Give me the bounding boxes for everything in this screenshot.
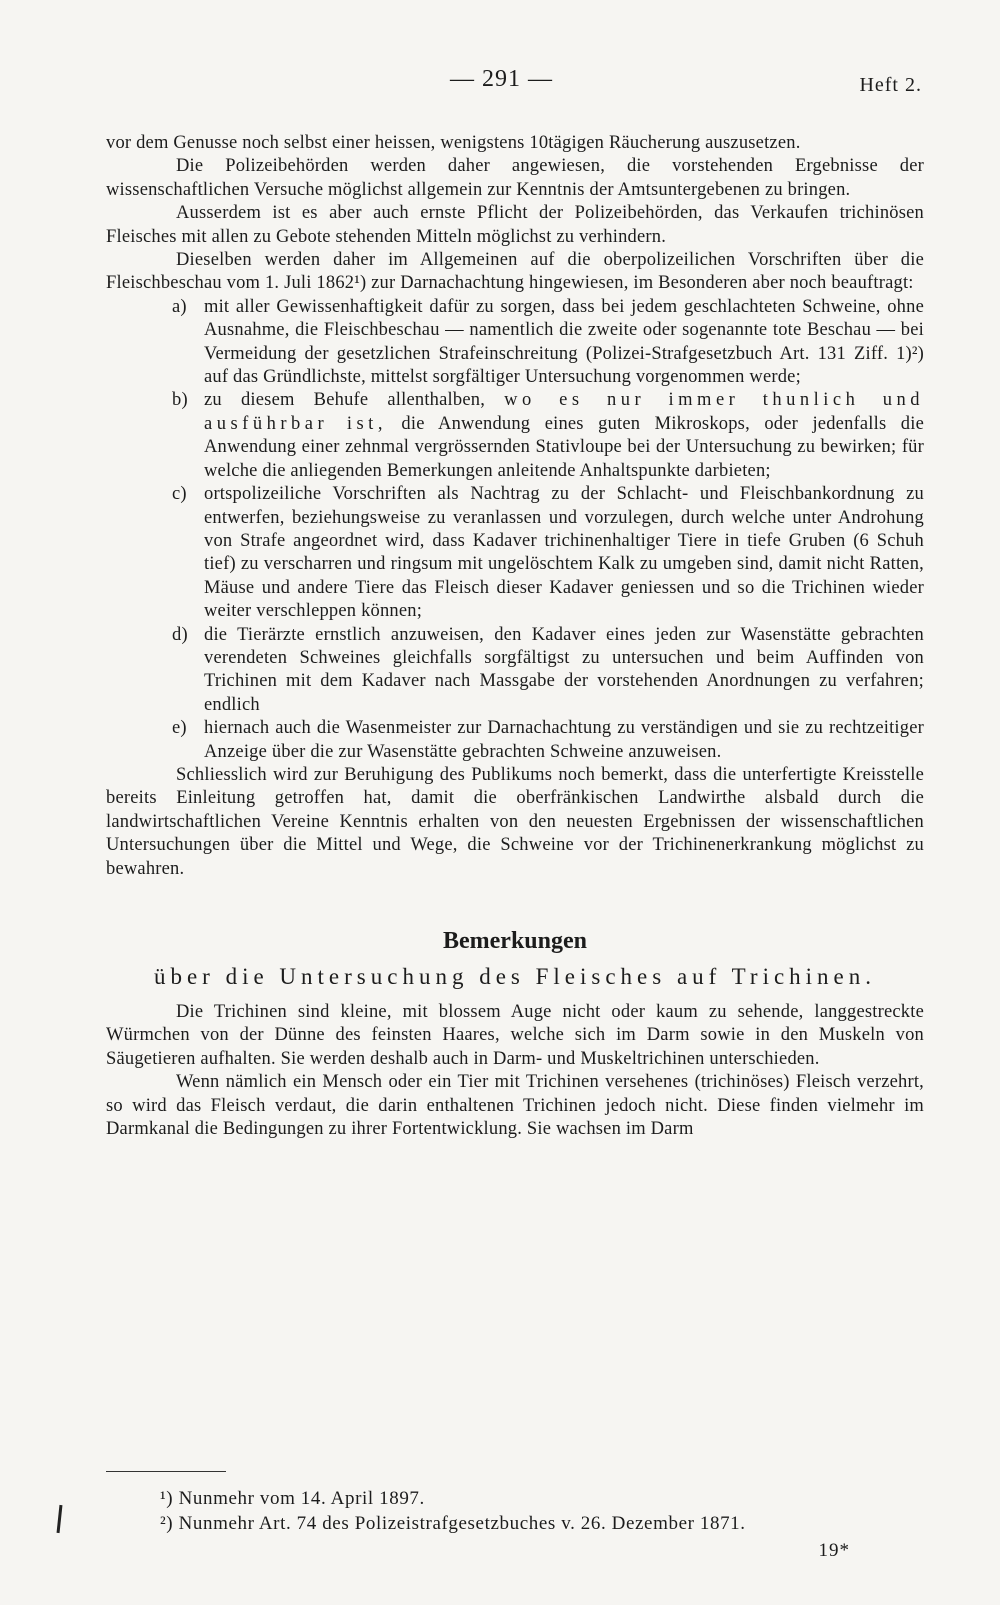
list-item-text: zu diesem Behufe allenthalben, bbox=[204, 390, 486, 411]
paragraph: Ausserdem ist es aber auch ernste Pflicht der Polizeibehörden, das Verkaufen trichinösen Fleisches mit allen zu Gebote stehenden Mitteln möglichst zu verhindern. bbox=[106, 203, 924, 247]
list-item bbox=[106, 717, 924, 764]
list-item-text: mit aller Gewissenhaftigkeit dafür zu sorgen, dass bei jedem geschlachteten Schweine, ohne Ausnahme, die Fleischbeschau — namentlich die zweite oder sogenannte tote Beschau — bei Vermeidung der gesetzlichen Strafeinschreitung (Polizei-Strafgesetzbuch Art. 131 Ziff. 1)²) auf das Gründlichste, mittelst sorgfältiger Untersuchung vorgenommen werde; bbox=[204, 296, 924, 388]
closing-paragraph: Schliesslich wird zur Beruhigung des Publikums noch bemerkt, dass die unterfertigte Kreisstelle bereits Einleitung getroffen hat, damit die oberfränkischen Landwirthe alsbald durch die landwirtschaftlichen Vereine Kenntnis erhalten von den neuesten Ergebnissen der wissenschaftlichen Untersuchungen über die Mittel und Wege, die Schweine vor der Trichinenerkrankung möglichst zu bewahren. bbox=[106, 764, 924, 879]
list-marker: e) bbox=[172, 718, 187, 739]
paragraph: Die Polizeibehörden werden daher angewiesen, die vorstehenden Ergebnisse der wissenschaftlichen Versuche möglichst allgemein zur Kenntnis der Amtsuntergebenen zu bringen. bbox=[106, 156, 924, 200]
list-marker: b) bbox=[172, 390, 188, 411]
page-header bbox=[0, 66, 1000, 96]
paragraph: Dieselben werden daher im Allgemeinen auf die oberpolizeilichen Vorschriften über die Fleischbeschau vom 1. Juli 1862¹) zur Darnachachtung hingewiesen, im Besonderen aber noch beauftragt: bbox=[106, 250, 924, 294]
list-item bbox=[106, 389, 924, 483]
footnote: ¹) Nunmehr vom 14. April 1897. bbox=[160, 1488, 425, 1509]
list-item-text: ortspolizeiliche Vorschriften als Nachtrag zu der Schlacht- und Fleischbankordnung zu entwerfen, beziehungsweise zu veranlassen und vorzulegen, durch welche unter Androhung von Strafe angeordnet wird, dass Kadaver trichinenhaltiger Tiere in tiefe Gruben (6 Schuh tief) zu verscharren und ringsum mit ungelöschtem Kalk zu umgeben sind, damit nicht Ratten, Mäuse und andere Tiere das Fleisch dieser Kadaver geniessen und so die Trichinen wieder weiter verschleppen können; bbox=[204, 484, 924, 622]
section-subtitle: über die Untersuchung des Fleisches auf Trichinen. bbox=[153, 964, 877, 989]
list-item-text: die Anwendung eines guten Mikroskops, oder jedenfalls die Anwendung einer zehnmal vergrössernden Stativloupe bei der Untersuchung zu bewirken; für welche die anliegenden Bemerkungen anleitende Anhaltspunkte darbieten; bbox=[204, 413, 925, 481]
list-marker: a) bbox=[172, 296, 187, 317]
margin-mark bbox=[57, 1505, 63, 1533]
sheet-signature: 19* bbox=[818, 1540, 850, 1561]
paragraph-continuation: vor dem Genusse noch selbst einer heissen, wenigstens 10tägigen Räucherung auszusetzen. bbox=[106, 133, 801, 153]
section-title: Bemerkungen bbox=[443, 928, 587, 954]
list-item bbox=[106, 624, 924, 718]
footnotes bbox=[160, 1486, 930, 1536]
emphasized-text: wo es nur immer thunlich und ausführbar ist, bbox=[204, 390, 924, 434]
issue-label: Heft 2. bbox=[859, 74, 922, 96]
paragraph: Wenn nämlich ein Mensch oder ein Tier mit Trichinen versehenes (trichinöses) Fleisch verzehrt, so wird das Fleisch verdaut, die darin enthaltenen Trichinen jedoch nicht. Diese finden vielmehr im Darmkanal die Bedingungen zu ihrer Fortentwicklung. Sie wachsen im Darm bbox=[106, 1072, 924, 1140]
list-item bbox=[106, 483, 924, 623]
list-item-text: hiernach auch die Wasenmeister zur Darnachachtung zu verständigen und sie zu rechtzeitiger Anzeige über die zur Wasenstätte gebrachten Schweine anzuweisen. bbox=[204, 718, 924, 762]
list-item-text: die Tierärzte ernstlich anzuweisen, den Kadaver eines jeden zur Wasenstätte gebrachten verendeten Schweines gleichfalls sorgfältigst zu untersuchen und beim Auffinden von Trichinen mit dem Kadaver nach Massgabe der vorstehenden Anordnungen zu verfahren; endlich bbox=[204, 624, 924, 715]
footnote: ²) Nunmehr Art. 74 des Polizeistrafgesetzbuches v. 26. Dezember 1871. bbox=[160, 1513, 746, 1534]
list-marker: d) bbox=[172, 624, 188, 645]
body-text bbox=[106, 132, 924, 1141]
footnote-divider bbox=[106, 1471, 226, 1472]
list-item bbox=[106, 296, 924, 390]
page-number: — 291 — bbox=[450, 66, 553, 92]
instruction-list bbox=[106, 296, 924, 764]
paragraph: Die Trichinen sind kleine, mit blossem Auge nicht oder kaum zu sehende, langgestreckte Würmchen von der Dünne des feinsten Haares, welche sich im Darm sowie in den Muskeln von Säugetieren aufhalten. Sie werden deshalb auch in Darm- und Muskeltrichinen unterschieden. bbox=[106, 1002, 924, 1069]
list-marker: c) bbox=[172, 484, 187, 505]
